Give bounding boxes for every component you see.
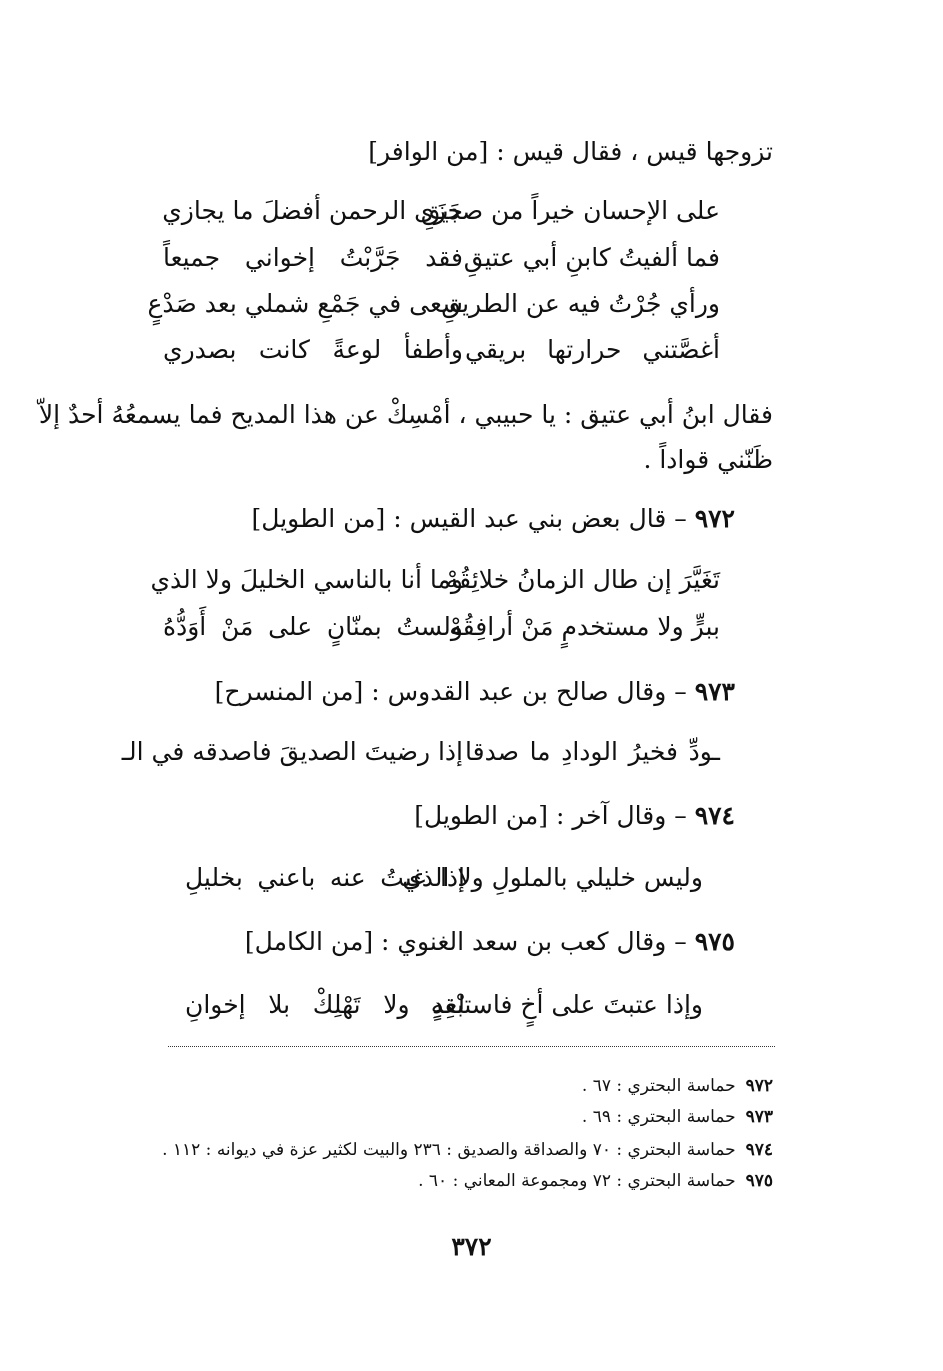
verse-hemistich-second: تَغَيَّرَ إن طال الزمانُ خلائِقُهْ xyxy=(445,565,720,594)
verse-hemistich-first: جَزَى الرحمن أفضلَ ما يجازي xyxy=(162,196,463,225)
footnote-number: ٩٧٣ xyxy=(745,1107,773,1127)
entry-title: – وقال صالح بن عبد القدوس : [من المنسرح] xyxy=(214,677,695,706)
entry-heading xyxy=(252,499,735,539)
verse-hemistich-second: على الإحسان خيراً من صديقِ xyxy=(420,196,720,225)
prose-line: ظَنّني قواداً . xyxy=(643,445,773,474)
entry-number: ٩٧٣ xyxy=(694,677,735,706)
verse-hemistich-second: إذا غبتُ عنه باعني بخليلِ xyxy=(185,863,465,892)
footnote-number: ٩٧٢ xyxy=(745,1076,773,1096)
entry-title: – وقال كعب بن سعد الغنوي : [من الكامل] xyxy=(244,927,695,956)
footnote-divider xyxy=(168,1046,775,1047)
entry-number: ٩٧٥ xyxy=(694,927,735,956)
verse-hemistich-first: وأطفأ لوعةً كانت بصدري xyxy=(163,335,463,364)
verse-hemistich-second: ببرٍّ ولا مستخدمٍ مَنْ أرافِقُهْ xyxy=(449,612,720,641)
footnote xyxy=(582,1104,773,1130)
footnote xyxy=(418,1168,773,1194)
footnote-text: حماسة البحتري : ٧٢ ومجموعة المعاني : ٦٠ . xyxy=(418,1171,736,1191)
page-number: ٣٧٢ xyxy=(451,1232,492,1261)
verse-hemistich-second: أغصَّتني حرارتها بريقي xyxy=(465,335,720,364)
verse-hemistich-first: ولستُ بمنّانٍ على مَنْ أَوَدُّهُ xyxy=(163,612,463,641)
footnote-text: حماسة البحتري : ٦٩ . xyxy=(581,1107,736,1127)
footnote-text: حماسة البحتري : ٦٧ . xyxy=(581,1076,736,1096)
verse-hemistich-first: إذا رضيتَ الصديقَ فاصدقه في الـ xyxy=(121,737,463,766)
verse-hemistich-second: لغدٍ ولا تَهْلِكْ بلا إخوانِ xyxy=(185,990,465,1019)
verse-hemistich-first: وليس خليلي بالملولِ ولا الذي xyxy=(402,863,703,892)
footnote xyxy=(582,1073,773,1099)
entry-title: – قال بعض بني عبد القيس : [من الطويل] xyxy=(251,504,695,533)
footnote-number: ٩٧٤ xyxy=(745,1140,773,1160)
prose-line: فقال ابنُ أبي عتيق : يا حبيبي ، أمْسِكْ عن هذا المديح فما يسمعُهُ أحدٌ إلاّ xyxy=(38,400,773,429)
intro-line: تزوجها قيس ، فقال قيس : [من الوافر] xyxy=(368,137,773,166)
footnote xyxy=(162,1137,773,1163)
entry-heading xyxy=(245,922,735,962)
entry-number: ٩٧٢ xyxy=(694,504,735,533)
verse-hemistich-second: ورأي جُرْتُ فيه عن الطريقِ xyxy=(441,289,720,318)
verse-hemistich-second: فما ألفيتُ كابنِ أبي عتيقِ xyxy=(463,243,720,272)
verse-hemistich-first: وما أنا بالناسي الخليلَ ولا الذي xyxy=(150,565,463,594)
entry-number: ٩٧٤ xyxy=(694,801,735,830)
verse-hemistich-first: وإذا عتبتَ على أخٍ فاستبْقِهِ xyxy=(430,990,703,1019)
entry-heading xyxy=(414,796,735,836)
entry-heading xyxy=(215,672,735,712)
verse-hemistich-first: فقد جَرَّبْتُ إخواني جميعاً xyxy=(163,243,463,272)
entry-title: – وقال آخر : [من الطويل] xyxy=(414,801,695,830)
footnote-text: حماسة البحتري : ٧٠ والصداقة والصديق : ٢٣٦ والبيت لكثير عزة في ديوانه : ١١٢ . xyxy=(162,1140,736,1160)
verse-hemistich-second: ـودِّ فخيرُ الودادِ ما صدقا xyxy=(465,737,720,766)
verse-hemistich-first: سعى في جَمْعِ شملي بعد صَدْعٍ xyxy=(147,289,463,318)
footnote-number: ٩٧٥ xyxy=(745,1171,773,1191)
